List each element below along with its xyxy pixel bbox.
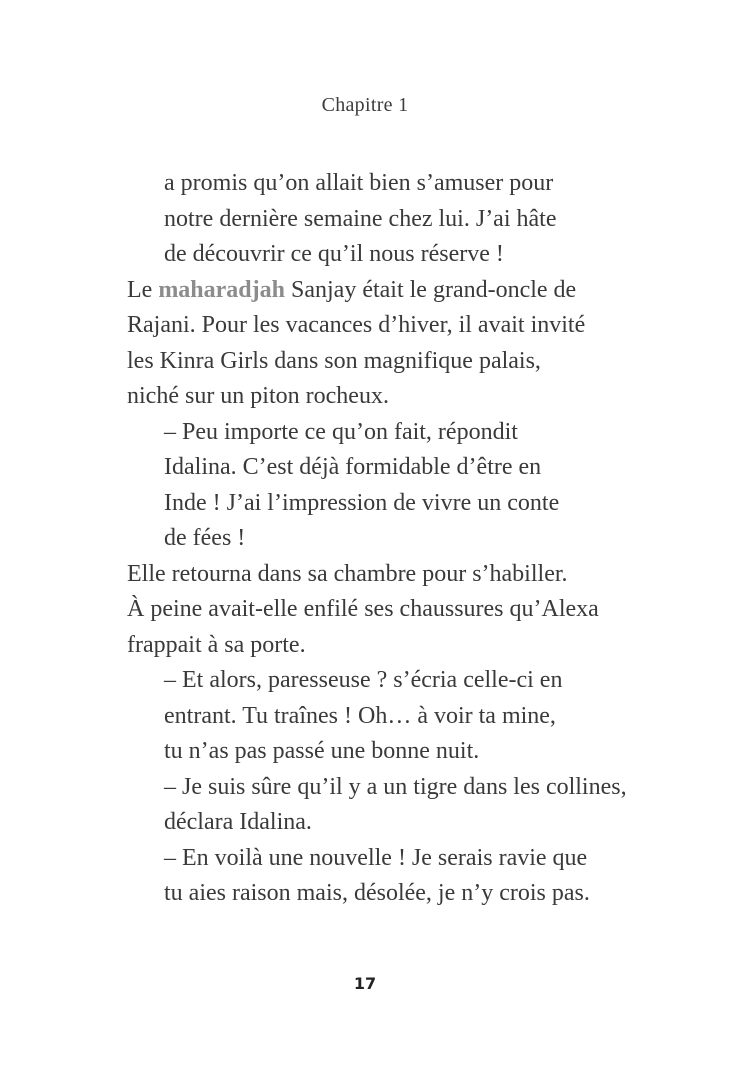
text-line xyxy=(127,557,617,593)
text-segment: – Peu importe ce qu’on fait, répondit xyxy=(164,418,518,445)
text-segment: entrant. Tu traînes ! Oh… à voir ta mine, xyxy=(164,702,556,729)
text-segment: – En voilà une nouvelle ! Je serais ravie que xyxy=(164,844,588,871)
text-segment: frappait à sa porte. xyxy=(127,631,306,658)
text-line xyxy=(127,663,617,699)
text-line xyxy=(127,344,617,380)
text-line xyxy=(127,379,617,415)
text-line xyxy=(127,450,617,486)
text-line xyxy=(127,521,617,557)
text-segment: les Kinra Girls dans son magnifique palais, xyxy=(127,347,541,374)
text-segment: À peine avait-elle enfilé ses chaussures qu’Alexa xyxy=(127,596,599,622)
text-segment: tu aies raison mais, désolée, je n’y crois pas. xyxy=(164,880,590,906)
text-line xyxy=(127,166,617,202)
text-line xyxy=(127,308,617,344)
text-segment: de fées ! xyxy=(164,525,246,551)
text-segment: – Je suis sûre qu’il y a un tigre dans les collines, xyxy=(164,773,627,800)
text-line xyxy=(127,273,617,309)
text-segment: – Et alors, paresseuse ? s’écria celle-ci en xyxy=(164,667,563,693)
text-segment: notre dernière semaine chez lui. J’ai hâte xyxy=(164,205,557,232)
text-line xyxy=(127,237,617,273)
text-line xyxy=(127,770,627,806)
text-line xyxy=(127,592,617,628)
text-segment: a promis qu’on allait bien s’amuser pour xyxy=(164,170,554,196)
text-segment: Idalina. C’est déjà formidable d’être en xyxy=(164,454,542,480)
text-segment: Rajani. Pour les vacances d’hiver, il avait invité xyxy=(127,312,586,338)
text-segment: de découvrir ce qu’il nous réserve ! xyxy=(164,241,504,267)
text-segment: tu n’as pas passé une bonne nuit. xyxy=(164,738,480,764)
text-segment: niché sur un piton rocheux. xyxy=(127,383,389,409)
text-line xyxy=(127,734,617,770)
text-segment: Le xyxy=(127,276,159,303)
text-line xyxy=(127,628,617,664)
text-line xyxy=(127,699,617,735)
text-line xyxy=(127,805,617,841)
text-segment: déclara Idalina. xyxy=(164,809,312,835)
page-number: 17 xyxy=(353,974,377,993)
keyword-maharadjah: maharadjah xyxy=(158,276,285,303)
text-line xyxy=(127,415,617,451)
text-segment: Inde ! J’ai l’impression de vivre un conte xyxy=(164,489,560,516)
text-segment: Sanjay était le grand-oncle de xyxy=(285,276,577,303)
body-text xyxy=(127,166,627,912)
chapter-heading: Chapitre 1 xyxy=(321,94,409,116)
text-line xyxy=(127,486,617,522)
text-segment: Elle retourna dans sa chambre pour s’habiller. xyxy=(127,560,568,587)
text-line xyxy=(127,202,617,238)
text-line xyxy=(127,841,617,877)
text-line xyxy=(127,876,617,912)
